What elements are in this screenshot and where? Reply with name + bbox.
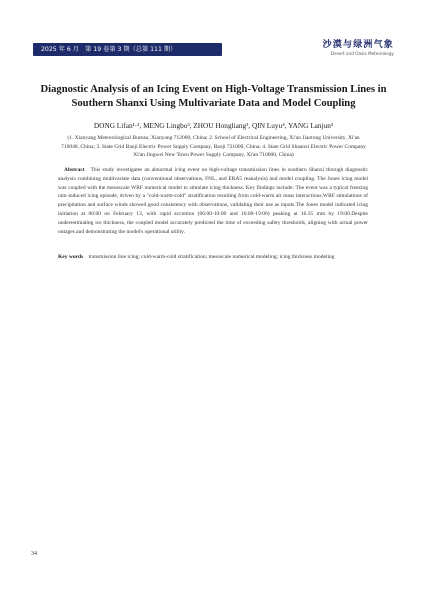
keywords-text: transmission line icing; cold-warm-cold stratification; mesoscale numerical modeling; icing thickness modeling [88,254,335,260]
paper-title: Diagnostic Analysis of an Icing Event on High-Voltage Transmission Lines in Southern Shanxi Using Multivariate Data and Model Coupling [40,84,387,109]
author-list: DONG Lifan¹·², MENG Lingbo³, ZHOU Hongliang³, QIN Luyu⁴, YANG Lanjun³ [93,121,334,130]
affiliations: (1. Xianyang Meteorological Bureau, Xianyang 712000, China; 2. School of Electrical Engineering, Xi'an Jiaotong University, Xi'an 710048, China; 3. State Grid Baoji Electric Power Supply Company, Baoji 721000, China; 4. State Grid Shaanxi Electric Power Company Xi'an Jingwei New Town Power Supply Company, Xi'an 710000, China) [61,135,366,159]
abstract [58,166,368,236]
journal-name-en: Desert and Oasis Meteorology [330,51,394,57]
keywords [58,253,368,262]
issue-banner: 2025 年 6 月 第 19 卷第 3 期（总第 111 期） [33,43,222,56]
page-number: 34 [31,551,37,557]
keywords-label: Key words [58,254,84,260]
abstract-text: This study investigates an abnormal icing event on high-voltage transmission lines in southern Shanxi through diagnostic analysis combining multivariate data (conventional observations, FNL, and ERA5 reanalysis) and model coupling. The Jones icing model was coupled with the mesoscale WRF numerical model to simulate icing thickness. Key findings include: The event was a typical freezing rain-induced icing episode, driven by a "cold-warm-cold" stratification resulting from cold-warm air mass interactions.WRF simulations of precipitation and surface winds showed good consistency with observations, validating their use as inputs.The Jones model indicated icing initiation at 00:00 on February 13, with rapid accretion (06:00-10:00 and 16:00-19:00) peaking at 16.35 mm by 19:00.Despite underestimating ice thickness, the coupled model accurately predicted the time of exceeding safety thresholds, aligning with actual power outages and demonstrating the model's operational utility. [58,167,368,235]
abstract-label: Abstract [64,167,85,173]
journal-name-cn: 沙漠与绿洲气象 [322,40,394,51]
journal-brand [323,41,394,56]
journal-header [33,39,394,59]
